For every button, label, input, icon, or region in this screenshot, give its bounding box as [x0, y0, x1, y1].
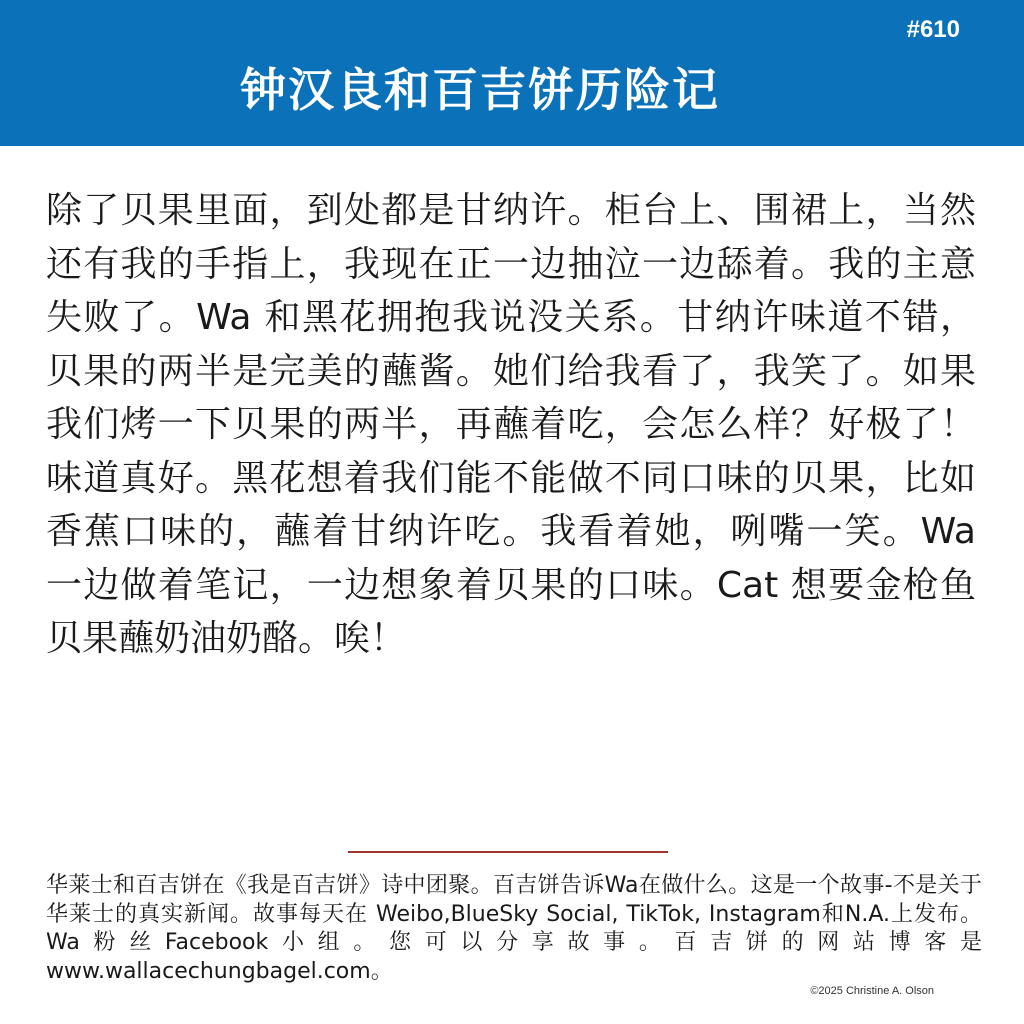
copyright-notice: ©2025 Christine A. Olson — [810, 985, 934, 997]
story-text: 除了贝果里面，到处都是甘纳许。柜台上、围裙上，当然还有我的手指上，我现在正一边抽泣一边舔着。我的主意失败了。Wa 和黑花拥抱我说没关系。甘纳许味道不错，贝果的两半是完美的蘸酱。她们给我看了，我笑了。如果我们烤一下贝果的两半，再蘸着吃，会怎么样？好极了！味道真好。黑花想着我们能不能做不同口味的贝果，比如香蕉口味的，蘸着甘纳许吃。我看着她，咧嘴一笑。Wa 一边做着笔记，一边想象着贝果的口味。Cat 想要金枪鱼贝果蘸奶油奶酪。唉！ — [46, 190, 976, 659]
divider-line — [348, 851, 668, 853]
page-title: 钟汉良和百吉饼历险记 — [240, 63, 720, 117]
episode-number: #610 — [906, 16, 960, 43]
footer-note: 华莱士和百吉饼在《我是百吉饼》诗中团聚。百吉饼告诉Wa在做什么。这是一个故事-不是关于华莱士的真实新闻。故事每天在 Weibo,BlueSky Social, TikTok, Instagram和N.A.上发布。Wa粉丝Facebook小组。您可以分享故事。百吉饼的网站博客是www.wallacechungbagel.com。 — [46, 873, 982, 984]
header-banner — [0, 0, 1024, 146]
